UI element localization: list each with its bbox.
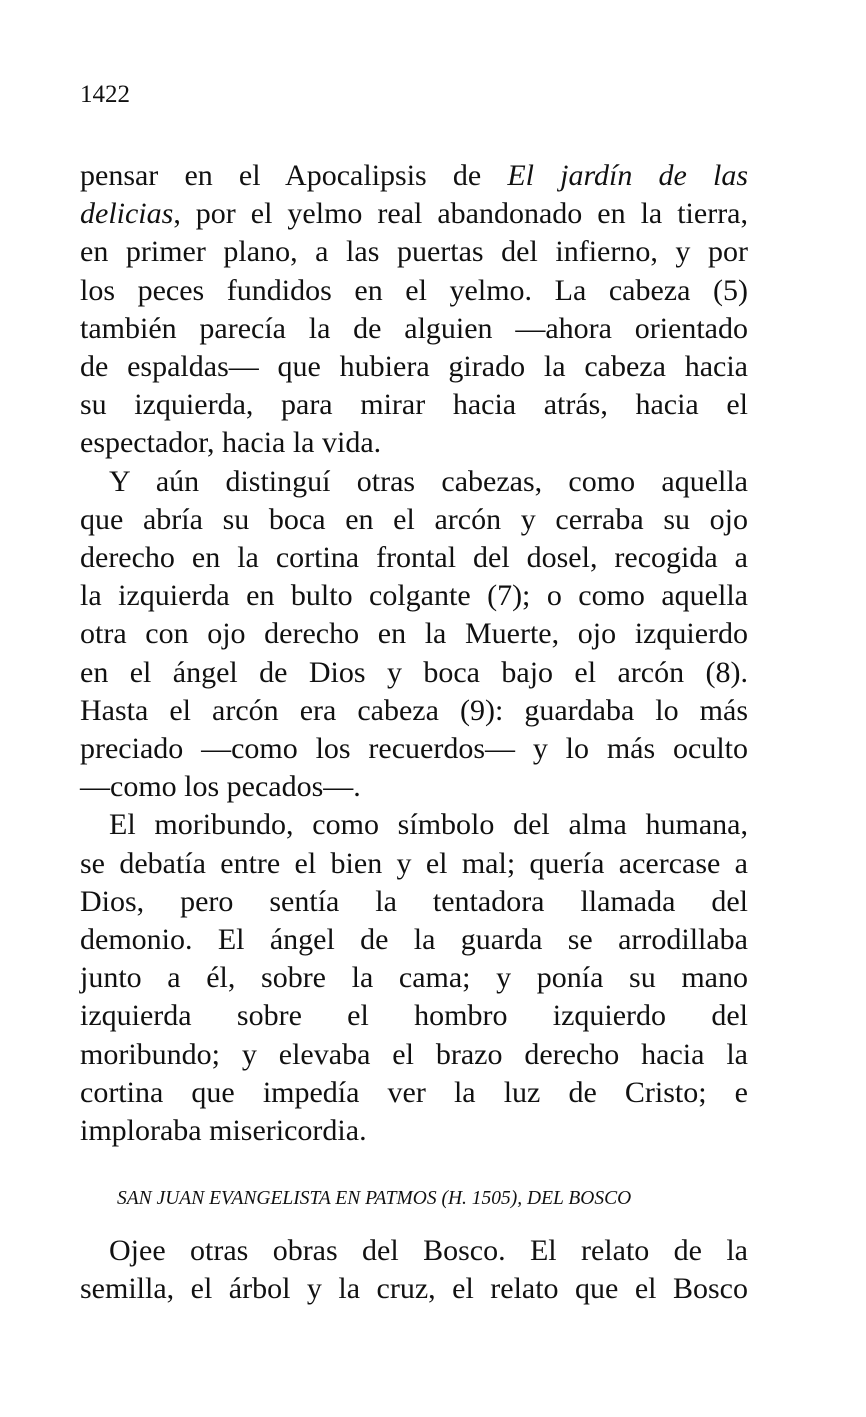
section-heading: SAN JUAN EVANGELISTA EN PATMOS (H. 1505), DEL BOSCO — [117, 1188, 632, 1209]
text-line: El moribundo, como símbolo del alma humana, — [109, 808, 748, 842]
text-line: la izquierda en bulto colgante (7); o como aquella — [80, 579, 748, 613]
paragraph-4 — [80, 1232, 748, 1308]
text-line: que abría su boca en el arcón y cerraba su ojo — [80, 502, 748, 536]
paragraph-2 — [80, 463, 748, 807]
text-line — [80, 157, 748, 195]
text-line: junto a él, sobre la cama; y ponía su mano — [80, 961, 748, 995]
text-line: Dios, pero sentía la tentadora llamada del — [80, 884, 748, 918]
italic-title: El jardín de las — [507, 159, 748, 192]
text-line: semilla, el árbol y la cruz, el relato que el Bosco — [80, 1272, 748, 1306]
text-line: Hasta el arcón era cabeza (9): guardaba lo más — [80, 693, 748, 727]
text-line: demonio. El ángel de la guarda se arrodillaba — [80, 923, 748, 957]
text-line: Ojee otras obras del Bosco. El relato de la — [109, 1234, 748, 1267]
text-line — [80, 195, 748, 233]
text-line: preciado —como los recuerdos— y lo más oculto — [80, 732, 748, 766]
text-line: también parecía la de alguien —ahora orientado — [80, 311, 748, 345]
text-line: su izquierda, para mirar hacia atrás, hacia el — [80, 388, 748, 422]
paragraph-1 — [80, 157, 748, 463]
text-line: imploraba misericordia. — [80, 1114, 367, 1148]
text-line: de espaldas— que hubiera girado la cabeza hacia — [80, 350, 748, 384]
text-line: se debatía entre el bien y el mal; quería acercase a — [80, 846, 748, 880]
text-line: izquierda sobre el hombro izquierdo del — [80, 999, 748, 1033]
text-line: los peces fundidos en el yelmo. La cabeza (5) — [80, 273, 748, 307]
text-line: en primer plano, a las puertas del infierno, y por — [80, 235, 748, 269]
text-segment: pensar en el Apocalipsis de — [80, 159, 508, 192]
text-line: derecho en la cortina frontal del dosel, recogida a — [80, 541, 748, 575]
text-segment: , por el yelmo real abandonado en la tierra, — [173, 197, 748, 231]
text-line: —como los pecados—. — [80, 770, 361, 804]
text-line: otra con ojo derecho en la Muerte, ojo izquierdo — [80, 617, 748, 651]
body-text — [80, 157, 748, 1150]
text-line: cortina que impedía ver la luz de Cristo; e — [80, 1075, 748, 1109]
text-line: en el ángel de Dios y boca bajo el arcón (8). — [80, 655, 748, 689]
text-line: moribundo; y elevaba el brazo derecho hacia la — [80, 1037, 748, 1071]
paragraph-3 — [80, 806, 748, 1150]
text-line: Y aún distinguí otras cabezas, como aquella — [109, 464, 748, 498]
body-text-continued — [80, 1232, 748, 1308]
text-line: espectador, hacia la vida. — [80, 426, 382, 460]
page-number: 1422 — [80, 81, 130, 108]
italic-title: delicias — [80, 197, 174, 231]
